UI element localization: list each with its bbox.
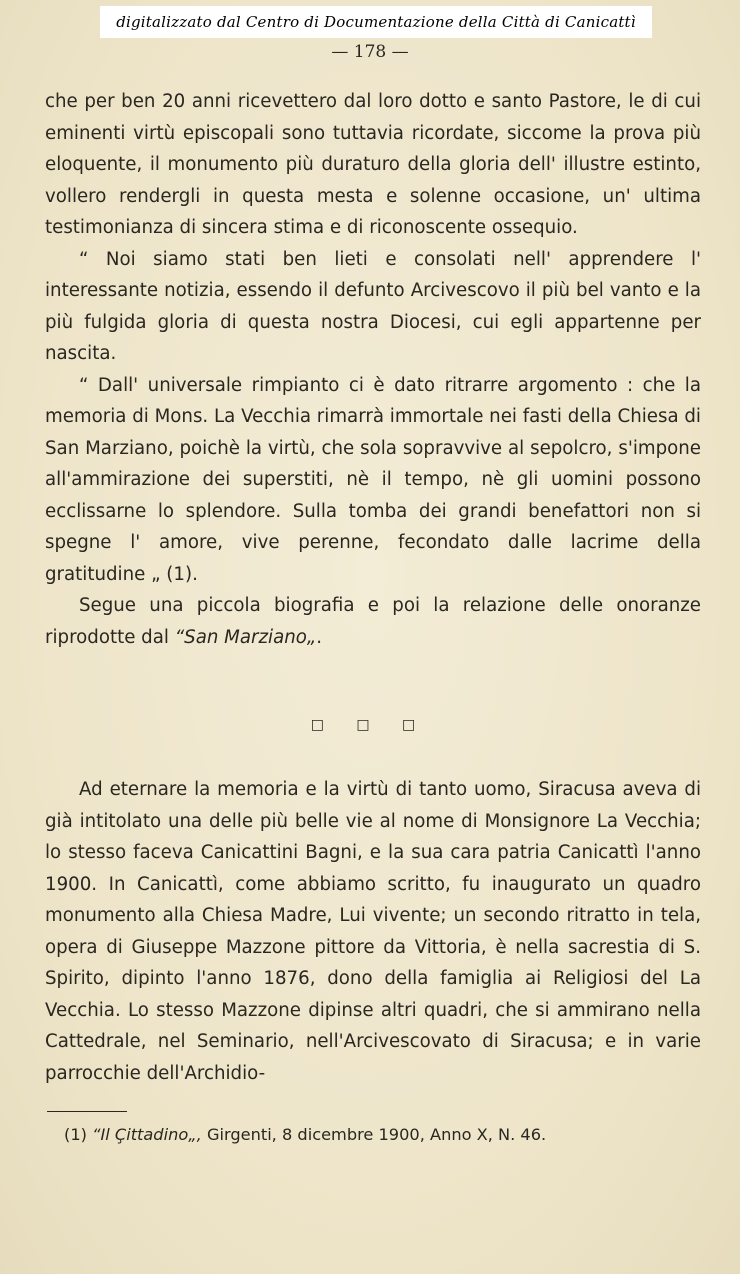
paragraph-4-text: Segue una piccola biografia e poi la relazione delle onoranze riprodotte dal bbox=[45, 595, 701, 648]
quote-title: “San Marziano„ bbox=[174, 626, 317, 648]
footnote-text: Girgenti, 8 dicembre 1900, Anno X, N. 46. bbox=[206, 1125, 547, 1144]
body-text-section bbox=[45, 774, 701, 1089]
quote-end: . bbox=[316, 626, 323, 648]
page-number: — 178 — bbox=[331, 42, 409, 62]
footnote-marker: (1) bbox=[64, 1125, 87, 1144]
paragraph-4 bbox=[45, 590, 701, 653]
digitization-watermark: digitalizzato dal Centro di Documentazione della Città di Canicattì bbox=[100, 6, 652, 38]
footnote-rule bbox=[47, 1111, 127, 1112]
paragraph-1: che per ben 20 anni ricevettero dal loro dotto e santo Pastore, le di cui eminenti virtù episcopali sono tuttavia ricordate, siccome la prova più eloquente, il monumento più duraturo della gloria dell' illustre estinto, vollero rendergli in questa mesta e solenne occasione, un' ultima testimonianza di sincera stima e di riconoscente ossequio. bbox=[45, 91, 701, 238]
section-paragraph: Ad eternare la memoria e la virtù di tanto uomo, Siracusa aveva di già intitolato una delle più belle vie al nome di Monsignore La Vecchia; lo stesso faceva Canicattini Bagni, e la sua cara patria Canicattì l'anno 1900. In Canicattì, come abbiamo scritto, fu inaugurato un quadro monumento alla Chiesa Madre, Lui vivente; un secondo ritratto in tela, opera di Giuseppe Mazzone pittore da Vittoria, è nella sacrestia di S. Spirito, dipinto l'anno 1876, dono della famiglia ai Religiosi del La Vecchia. Lo stesso Mazzone dipinse altri quadri, che si ammirano nella Cattedrale, nel Seminario, nell'Arcivescovato di Siracusa; e in varie parrocchie dell'Archidio- bbox=[45, 779, 701, 1084]
footnote-source: “Il Çittadino„, bbox=[92, 1125, 202, 1144]
paragraph-3: “ Dall' universale rimpianto ci è dato ritrarre argomento : che la memoria di Mons. La Vecchia rimarrà immortale nei fasti della Chiesa di San Marziano, poichè la virtù, che sola sopravvive al sepolcro, s'impone all'ammirazione dei superstiti, nè il tempo, nè gli uomini possono ecclissarne lo splendore. Sulla tomba dei grandi benefattori non si spegne l' amore, vive perenne, fecondato dalle lacrime della gratitudine „ (1). bbox=[45, 374, 701, 585]
section-separator: □ □ □ bbox=[310, 717, 430, 733]
footnote bbox=[64, 1125, 546, 1144]
paragraph-2: “ Noi siamo stati ben lieti e consolati nell' apprendere l' interessante notizia, essendo il defunto Arcivescovo il più bel vanto e la più fulgida gloria di questa nostra Diocesi, cui egli appartenne per nascita. bbox=[45, 248, 701, 364]
body-text-top bbox=[45, 86, 701, 653]
